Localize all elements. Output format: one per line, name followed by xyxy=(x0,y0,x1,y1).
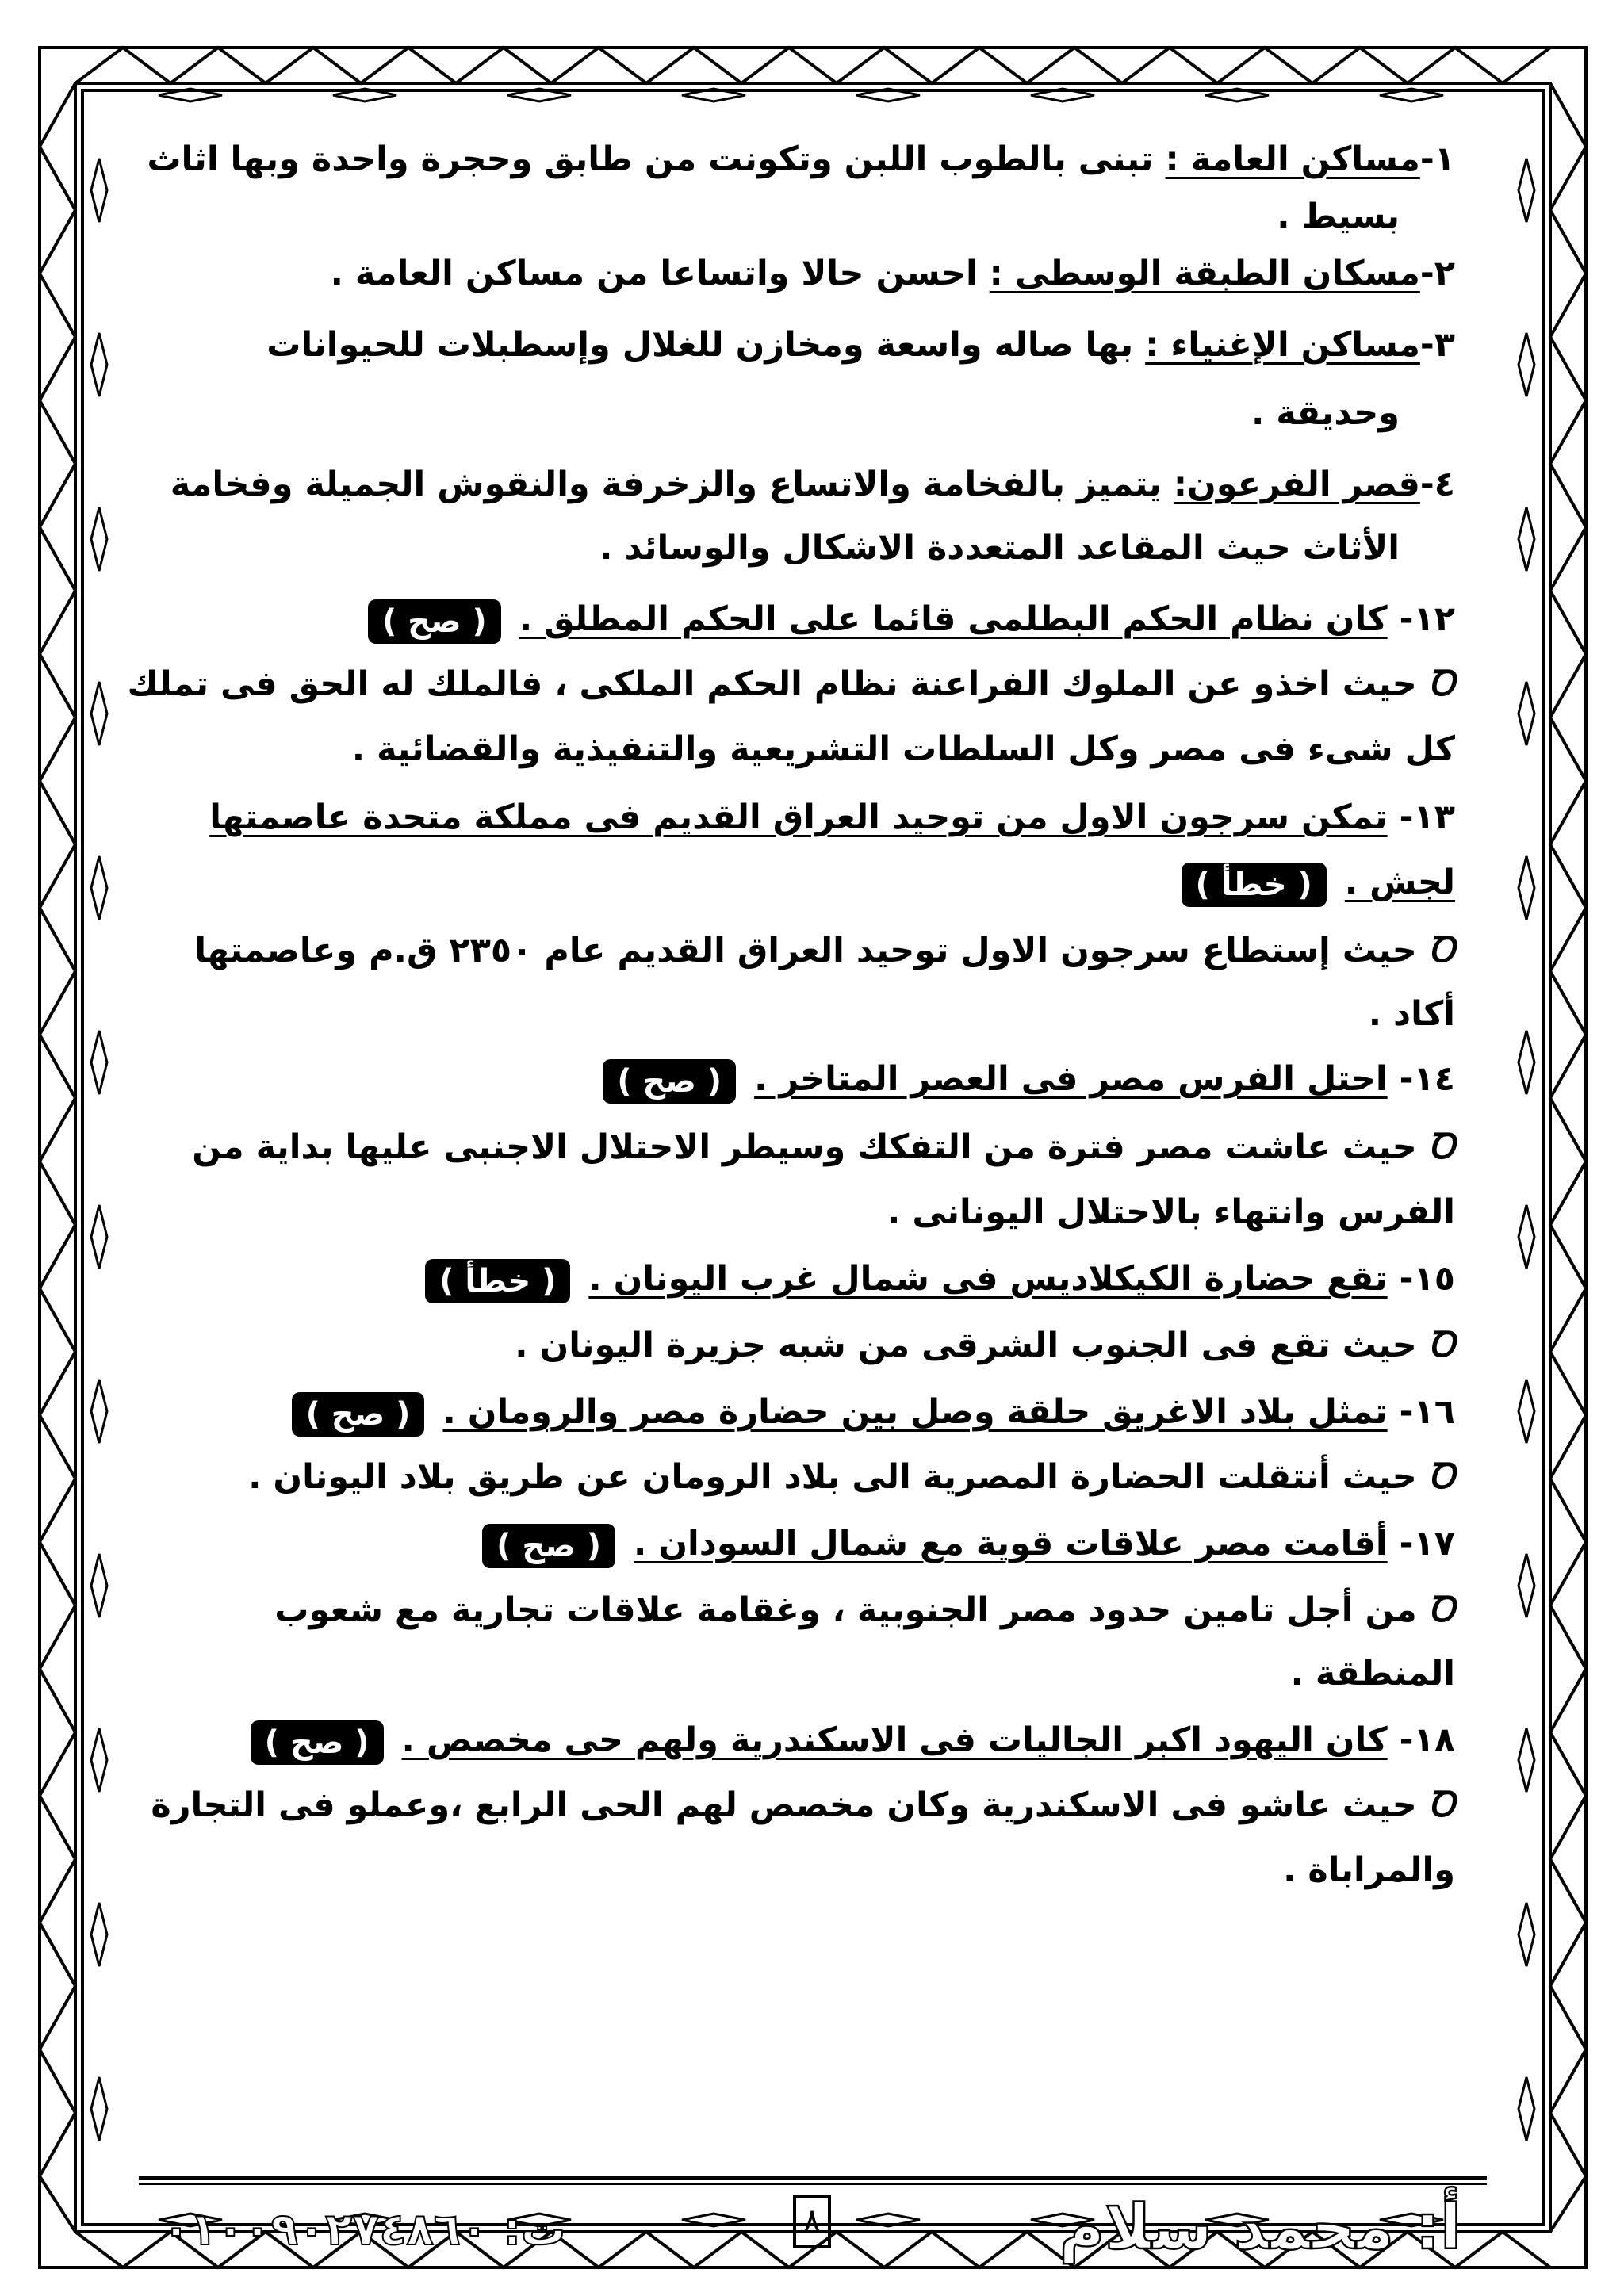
question-statement: احتل الفرس مصر فى العصر المتاخر . xyxy=(754,1059,1388,1099)
answer-badge: ( صح ) xyxy=(368,599,501,644)
answer-badge: ( صح ) xyxy=(292,1392,425,1437)
answer-badge: ( خطأ ) xyxy=(1182,863,1327,907)
housing-item-1-cont xyxy=(1277,188,1455,245)
explanation-text: المنطقة . xyxy=(1290,1654,1455,1693)
question-statement: كان اليهود اكبر الجاليات فى الاسكندرية ولهم حى مخصص . xyxy=(401,1720,1388,1760)
question-16 xyxy=(285,1383,1455,1441)
item-text: الأثاث حيث المقاعد المتعددة الاشكال والوسائد . xyxy=(599,528,1400,568)
housing-item-2 xyxy=(331,245,1455,302)
explanation-17-a xyxy=(274,1582,1455,1639)
explanation-text: حيث عاشت مصر فترة من التفكك وسيطر الاحتلال الاجنبى عليها بداية من xyxy=(192,1127,1417,1167)
question-number: ١٥- xyxy=(1399,1259,1455,1299)
note-bullet-icon: Ꝺ xyxy=(1427,664,1455,704)
explanation-18-a xyxy=(151,1777,1455,1834)
question-number: ١٤- xyxy=(1399,1059,1455,1099)
explanation-13-b xyxy=(1369,985,1455,1043)
footer-divider xyxy=(139,2176,1487,2180)
note-bullet-icon: Ꝺ xyxy=(1427,1785,1455,1825)
note-bullet-icon: Ꝺ xyxy=(1427,1325,1455,1365)
explanation-text: الفرس وانتهاء بالاحتلال اليونانى . xyxy=(887,1192,1455,1232)
question-statement: تمكن سرجون الاول من توحيد العراق القديم فى مملكة متحدة عاصمتها xyxy=(209,798,1388,837)
question-14 xyxy=(596,1050,1455,1108)
item-text: تبنى بالطوب اللبن وتكونت من طابق وحجرة واحدة وبها اثاث xyxy=(147,140,1154,179)
question-12 xyxy=(362,591,1455,648)
explanation-15-a xyxy=(515,1317,1455,1374)
explanation-text: حيث عاشو فى الاسكندرية وكان مخصص لهم الحى الرابع ،وعملو فى التجارة xyxy=(151,1785,1417,1825)
question-18 xyxy=(244,1712,1455,1769)
item-number: ٣- xyxy=(1419,325,1455,365)
item-number: ٢- xyxy=(1419,254,1455,293)
explanation-text: حيث أنتقلت الحضارة المصرية الى بلاد الرومان عن طريق بلاد اليونان . xyxy=(248,1457,1417,1497)
question-statement: كان نظام الحكم البطلمى قائما على الحكم المطلق . xyxy=(519,599,1388,639)
item-number: ١- xyxy=(1419,140,1455,179)
question-number: ١٦- xyxy=(1399,1392,1455,1432)
explanation-text: أكاد . xyxy=(1368,994,1455,1034)
question-number: ١٢- xyxy=(1399,599,1455,639)
explanation-13-a xyxy=(194,922,1455,979)
item-label: مساكن العامة : xyxy=(1165,140,1420,179)
question-13 xyxy=(209,789,1455,846)
explanation-17-b xyxy=(1291,1645,1455,1702)
explanation-text: حيث إستطاع سرجون الاول توحيد العراق القديم عام ٢٣٥٠ ق.م وعاصمتها xyxy=(194,931,1417,970)
item-text: بسيط . xyxy=(1277,197,1400,236)
question-13-cont xyxy=(1175,854,1455,911)
explanation-text: حيث تقع فى الجنوب الشرقى من شبه جزيرة اليونان . xyxy=(515,1326,1417,1365)
question-number: ١٨- xyxy=(1399,1720,1455,1760)
answer-badge: ( صح ) xyxy=(251,1720,384,1765)
question-statement: أقامت مصر علاقات قوية مع شمال السودان . xyxy=(634,1524,1388,1563)
question-number: ١٣- xyxy=(1399,798,1455,837)
housing-item-4 xyxy=(170,456,1455,513)
footer-author: أ: محمد سلام xyxy=(1059,2192,1461,2263)
answer-badge: ( خطأ ) xyxy=(425,1259,570,1303)
question-statement: تقع حضارة الكيكلاديس فى شمال غرب اليونان . xyxy=(588,1259,1388,1299)
explanation-text: من أجل تامين حدود مصر الجنوبية ، وغقامة علاقات تجارية مع شعوب xyxy=(274,1590,1417,1630)
item-label: مساكن الإغنياء : xyxy=(1145,325,1420,365)
note-bullet-icon: Ꝺ xyxy=(1427,1590,1455,1630)
explanation-12-b xyxy=(352,721,1455,778)
housing-item-3-cont xyxy=(1251,385,1455,442)
housing-item-4-cont xyxy=(599,519,1455,576)
item-label: قصر الفرعون: xyxy=(1173,465,1420,504)
housing-item-1 xyxy=(147,131,1455,188)
item-text: بها صاله واسعة ومخازن للغلال وإسطبلات للحيوانات xyxy=(266,325,1134,365)
item-text: يتميز بالفخامة والاتساع والزخرفة والنقوش الجميلة وفخامة xyxy=(170,465,1162,504)
question-statement: لجش . xyxy=(1344,863,1455,902)
item-text: وحديقة . xyxy=(1251,393,1400,433)
explanation-12-a xyxy=(127,656,1455,713)
note-bullet-icon: Ꝺ xyxy=(1427,1456,1455,1497)
answer-badge: ( صح ) xyxy=(482,1524,615,1568)
explanation-text: حيث اخذو عن الملوك الفراعنة نظام الحكم الملكى ، فالملك له الحق فى تملك xyxy=(127,664,1417,704)
explanation-16-a xyxy=(248,1448,1455,1506)
page-number: ٨ xyxy=(793,2195,831,2248)
question-number: ١٧- xyxy=(1399,1524,1455,1563)
explanation-14-b xyxy=(887,1184,1455,1241)
note-bullet-icon: Ꝺ xyxy=(1427,930,1455,970)
item-text: احسن حالا واتساعا من مساكن العامة . xyxy=(330,254,978,293)
note-bullet-icon: Ꝺ xyxy=(1427,1127,1455,1167)
item-number: ٤- xyxy=(1419,465,1455,504)
footer-divider-thin xyxy=(139,2183,1487,2185)
footer-phone: ت: ٠١٠٠٩٠٢٧٤٨٦٠ xyxy=(163,2204,566,2256)
answer-badge: ( صح ) xyxy=(603,1059,736,1104)
question-17 xyxy=(476,1515,1455,1572)
question-statement: تمثل بلاد الاغريق حلقة وصل بين حضارة مصر والرومان . xyxy=(442,1392,1388,1432)
explanation-14-a xyxy=(192,1119,1455,1176)
explanation-text: كل شىء فى مصر وكل السلطات التشريعية والتنفيذية والقضائية . xyxy=(351,729,1455,769)
housing-item-3 xyxy=(266,316,1455,373)
explanation-text: والمراباة . xyxy=(1283,1850,1455,1890)
item-label: مسكان الطبقة الوسطى : xyxy=(989,254,1420,293)
question-15 xyxy=(419,1250,1455,1307)
explanation-18-b xyxy=(1283,1842,1455,1899)
